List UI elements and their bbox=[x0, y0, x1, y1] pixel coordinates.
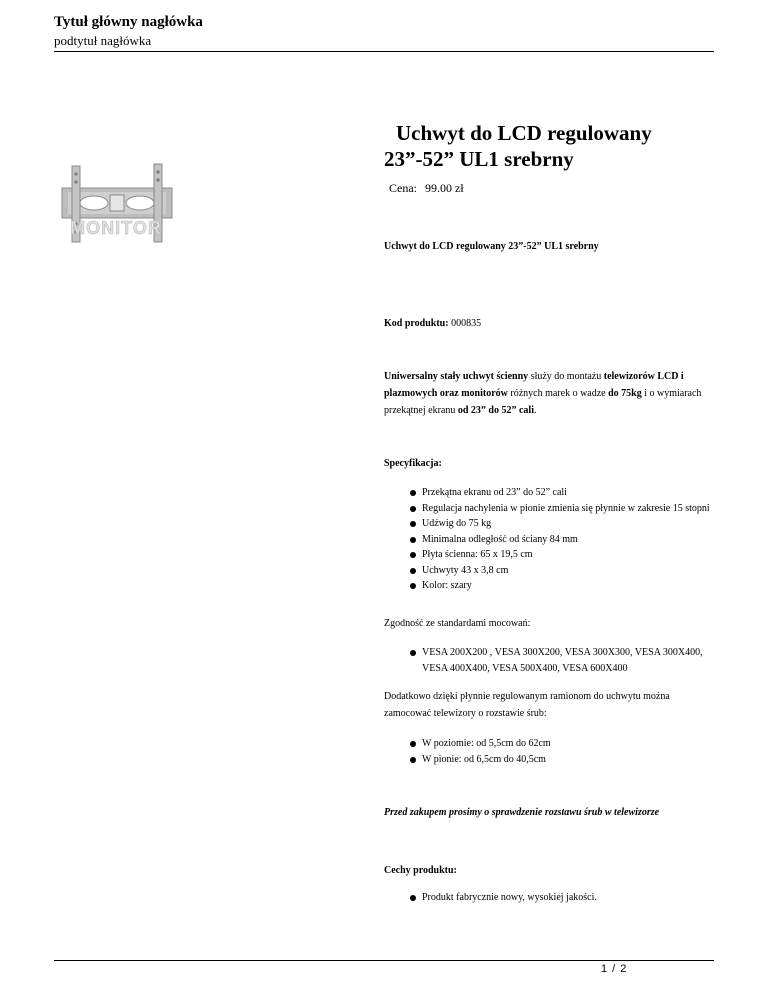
list-item: VESA 200X200 , VESA 300X200, VESA 300X300, VESA 300X400, VESA 400X400, VESA 500X400, VESA 600X400 bbox=[384, 645, 714, 676]
header-subtitle: podtytuł nagłówka bbox=[54, 33, 152, 48]
features-list bbox=[384, 890, 714, 906]
list-item: Minimalna odległość od ściany 84 mm bbox=[384, 532, 714, 548]
product-title-line1: Uchwyt do LCD regulowany bbox=[396, 121, 652, 145]
spec-heading: Specyfikacja: bbox=[384, 458, 442, 469]
list-item: Przekątna ekranu od 23” do 52” cali bbox=[384, 485, 714, 501]
list-item: Kolor: szary bbox=[384, 578, 714, 594]
compat-heading: Zgodność ze standardami mocowań: bbox=[384, 618, 531, 629]
spacing-list bbox=[384, 736, 714, 767]
desc-text-2: różnych marek o wadze bbox=[507, 388, 609, 399]
desc-text-4: . bbox=[533, 405, 537, 416]
desc-bold-2: telewizorów LCD i plazmowych oraz monitorów bbox=[384, 371, 684, 399]
product-image bbox=[54, 158, 178, 248]
footer-rule bbox=[54, 960, 714, 961]
spec-list bbox=[384, 485, 714, 594]
extra-paragraph: Dodatkowo dzięki płynnie regulowanym ramionom do uchwytu można zamocować telewizory o rozstawie śrub: bbox=[384, 691, 670, 719]
list-item: Produkt fabrycznie nowy, wysokiej jakości. bbox=[384, 890, 714, 906]
price-value: 99.00 zł bbox=[425, 181, 464, 195]
desc-text-3: i o wymiarach przekątnej ekranu bbox=[384, 388, 702, 416]
price bbox=[389, 181, 464, 196]
header-rule bbox=[54, 51, 714, 52]
desc-bold-4: od 23” do 52” cali bbox=[457, 405, 534, 416]
desc-bold-1: Uniwersalny stały uchwyt ścienny bbox=[384, 371, 529, 382]
vesa-list bbox=[384, 645, 714, 676]
code-value: 000835 bbox=[451, 318, 482, 329]
list-item: Uchwyty 43 x 3,8 cm bbox=[384, 563, 714, 579]
description-paragraph bbox=[384, 368, 714, 419]
list-item: Płyta ścienna: 65 x 19,5 cm bbox=[384, 547, 714, 563]
header-title: Tytuł główny nagłówka bbox=[54, 14, 203, 30]
product-title bbox=[384, 120, 714, 172]
desc-text-1: służy do montażu bbox=[528, 371, 604, 382]
image-watermark: MONITOR bbox=[70, 218, 162, 238]
price-label: Cena: bbox=[389, 181, 417, 195]
code-label: Kod produktu: bbox=[384, 318, 449, 329]
product-name-repeat: Uchwyt do LCD regulowany 23”-52” UL1 srebrny bbox=[384, 241, 599, 252]
list-item: Regulacja nachylenia w pionie zmienia się płynnie w zakresie 15 stopni bbox=[384, 501, 714, 517]
product-title-line2: 23”-52” UL1 srebrny bbox=[384, 147, 574, 171]
page-number: 1 / 2 bbox=[601, 963, 628, 975]
list-item: W pionie: od 6,5cm do 40,5cm bbox=[384, 752, 714, 768]
screw-spacing-note: Przed zakupem prosimy o sprawdzenie rozstawu śrub w telewizorze bbox=[384, 807, 660, 818]
list-item: Udźwig do 75 kg bbox=[384, 516, 714, 532]
list-item: W poziomie: od 5,5cm do 62cm bbox=[384, 736, 714, 752]
desc-bold-3: do 75kg bbox=[608, 388, 642, 399]
features-heading: Cechy produktu: bbox=[384, 865, 457, 876]
product-code bbox=[384, 315, 714, 332]
